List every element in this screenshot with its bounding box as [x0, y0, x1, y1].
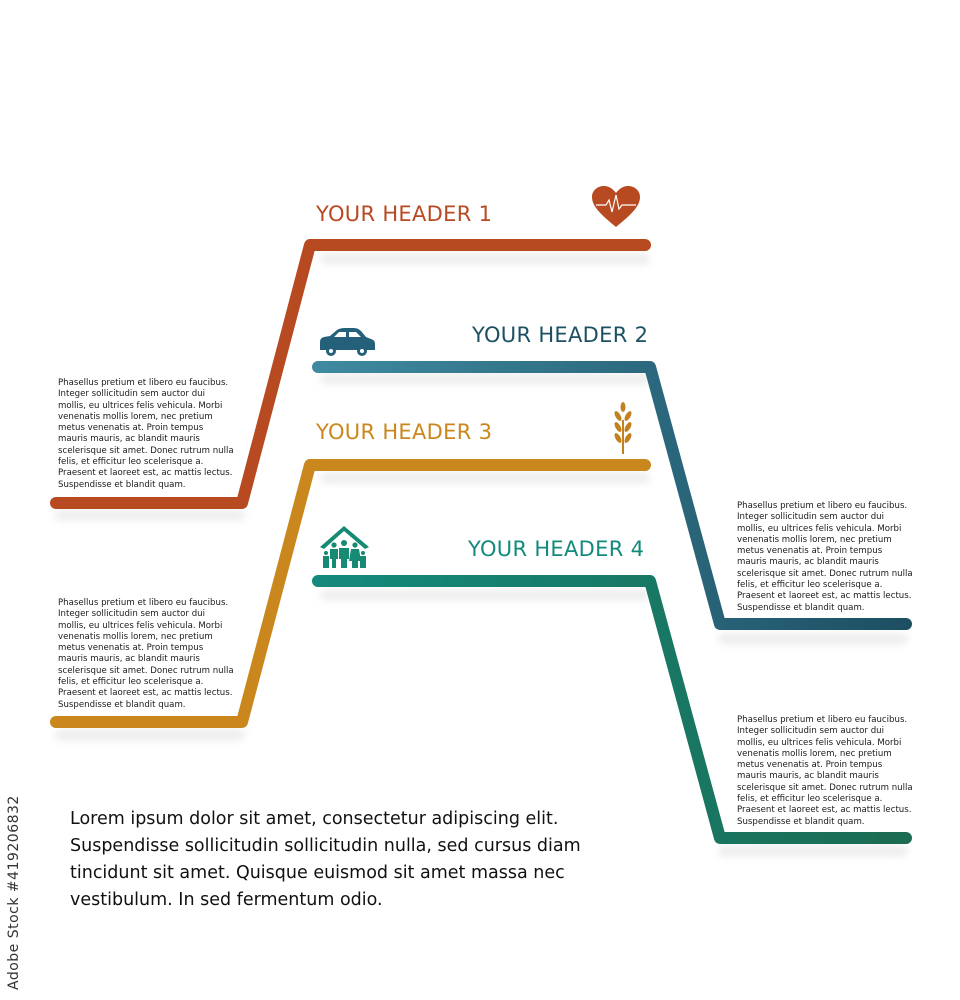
step-4-header: YOUR HEADER 4 [468, 537, 645, 561]
family-house-icon [320, 526, 369, 568]
step-3-header: YOUR HEADER 3 [316, 420, 493, 444]
stock-id-label [6, 795, 22, 990]
stock-source: Adobe Stock [6, 897, 22, 990]
wheat-icon [613, 402, 633, 454]
step-4-description: Phasellus pretium et libero eu faucibus. Integer sollicitudin sem auctor dui mollis, eu ultrices felis vehicula. Morbi venenatis mollis lorem, nec pretium metus venenatis at. Proin tempus mauris mauris, ac blandit mauris scelerisque sit amet. Donec rutrum nulla felis, et efficitur leo scelerisque a. Praesent et laoreet est, ac mattis lectus. Suspendisse et blandit quam. [737, 715, 913, 827]
step-2-description: Phasellus pretium et libero eu faucibus. Integer sollicitudin sem auctor dui mollis, eu ultrices felis vehicula. Morbi venenatis mollis lorem, nec pretium metus venenatis at. Proin tempus mauris mauris, ac blandit mauris scelerisque sit amet. Donec rutrum nulla felis, et efficitur leo scelerisque a. Praesent et laoreet est, ac mattis lectus. Suspendisse et blandit quam. [737, 501, 913, 613]
step-1-header: YOUR HEADER 1 [316, 202, 493, 226]
step-1-description: Phasellus pretium et libero eu faucibus. Integer sollicitudin sem auctor dui mollis, eu ultrices felis vehicula. Morbi venenatis mollis lorem, nec pretium metus venenatis at. Proin tempus mauris mauris, ac blandit mauris scelerisque sit amet. Donec rutrum nulla felis, et efficitur leo scelerisque a. Praesent et laoreet est, ac mattis lectus. Suspendisse et blandit quam. [58, 378, 234, 490]
stock-number: #419206832 [6, 795, 22, 893]
intro-text: Lorem ipsum dolor sit amet, consectetur adipiscing elit. Suspendisse sollicitudin sollicitudin nulla, sed cursus diam tincidunt sit amet. Quisque euismod sit amet massa nec vestibulum. In sed fermentum odio. [70, 809, 581, 910]
step-3-description: Phasellus pretium et libero eu faucibus. Integer sollicitudin sem auctor dui mollis, eu ultrices felis vehicula. Morbi venenatis mollis lorem, nec pretium metus venenatis at. Proin tempus mauris mauris, ac blandit mauris scelerisque sit amet. Donec rutrum nulla felis, et efficitur leo scelerisque a. Praesent et laoreet est, ac mattis lectus. Suspendisse et blandit quam. [58, 598, 234, 710]
heartbeat-icon [592, 186, 640, 227]
car-icon [320, 328, 375, 356]
step-2-header: YOUR HEADER 2 [472, 323, 649, 347]
